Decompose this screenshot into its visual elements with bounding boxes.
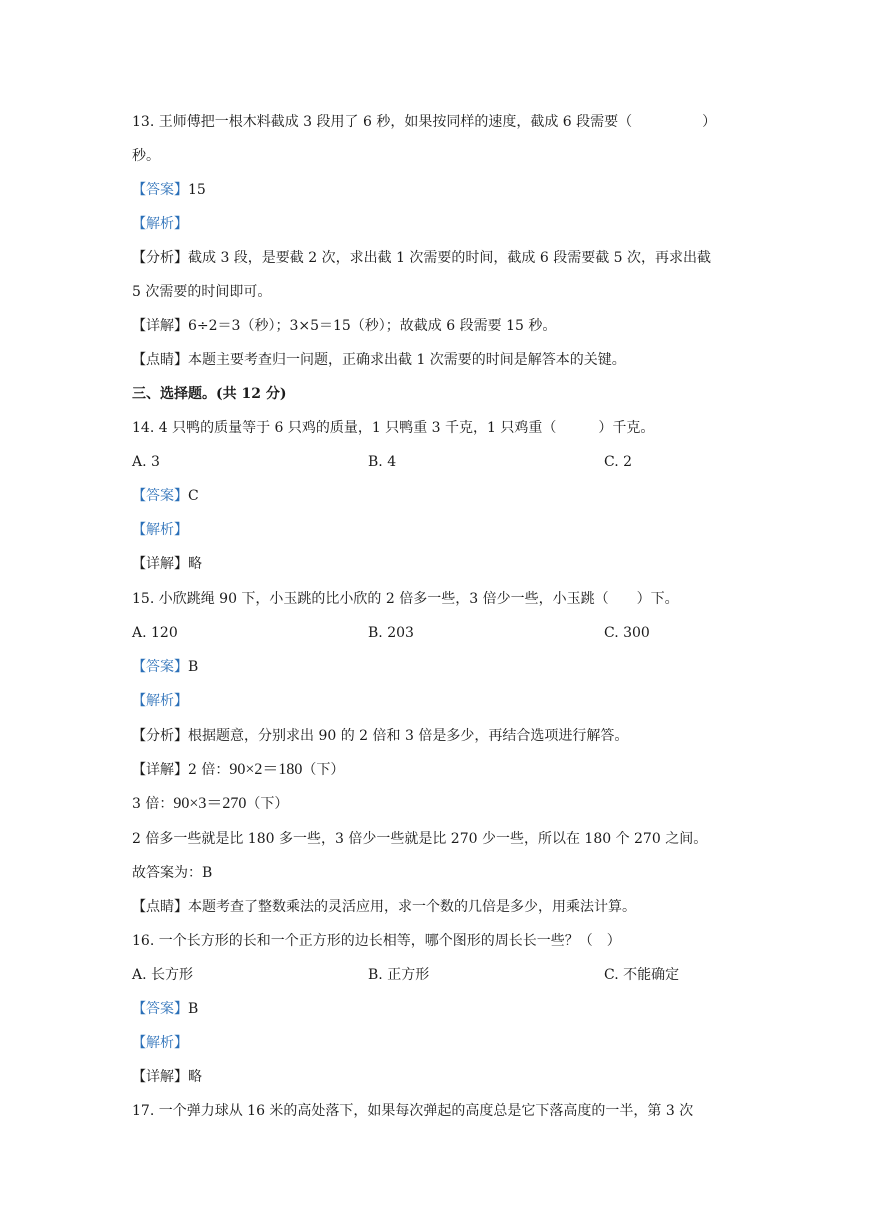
q15-detail-line2	[132, 794, 288, 814]
q15-option-c: C. 300	[604, 625, 650, 641]
q13-jiexi-tag: 【解析】	[132, 216, 188, 232]
q15-detail-line3: 2 倍多一些就是比 180 多一些，3 倍少一些就是比 270 少一些，所以在 180 个 270 之间。	[132, 831, 708, 847]
detail-math: 90×2＝180	[229, 761, 303, 778]
q15-jiexi-tag: 【解析】	[132, 693, 188, 709]
q15-detail-line4: 故答案为：B	[132, 865, 213, 881]
analysis-tag: 【分析】	[132, 250, 188, 266]
q15-option-b: B. 203	[368, 625, 414, 641]
q14-option-a: A. 3	[132, 454, 160, 470]
q14-answer	[132, 486, 199, 506]
q16-detail	[132, 1067, 202, 1087]
q14-question: 14. 4 只鸭的质量等于 6 只鸡的质量，1 只鸭重 3 千克，1 只鸡重（ ）千克。	[132, 420, 655, 436]
q16-jiexi-tag: 【解析】	[132, 1035, 188, 1051]
q13-answer	[132, 180, 206, 200]
answer-value: 15	[188, 182, 206, 198]
answer-tag: 【答案】	[132, 1001, 188, 1017]
comment-text: 本题主要考查归一问题，正确求出截 1 次需要的时间是解答本的关键。	[188, 352, 626, 368]
detail-text: 6÷2＝3（秒）；3×5＝15（秒）；故截成 6 段需要 15 秒。	[188, 318, 557, 334]
q16-answer	[132, 999, 198, 1019]
answer-tag: 【答案】	[132, 182, 188, 198]
q13-question-line2: 秒。	[132, 148, 160, 164]
detail-math: 90×3＝270	[173, 795, 247, 812]
answer-tag: 【答案】	[132, 488, 188, 504]
q13-analysis	[132, 248, 711, 268]
q15-detail-line1	[132, 760, 344, 780]
q14-option-c: C. 2	[604, 454, 633, 470]
q13-detail	[132, 316, 556, 336]
detail-unit: （下）	[246, 796, 289, 812]
comment-tag: 【点睛】	[132, 352, 188, 368]
q14-detail	[132, 554, 202, 574]
detail-text: 略	[188, 556, 202, 572]
answer-value: B	[188, 659, 199, 675]
q16-option-b: B. 正方形	[368, 967, 430, 983]
detail-unit: （下）	[302, 762, 345, 778]
q14-option-b: B. 4	[368, 454, 397, 470]
q13-comment	[132, 350, 626, 370]
detail-prefix: 2 倍：	[188, 762, 230, 778]
q17-question: 17. 一个弹力球从 16 米的高处落下，如果每次弹起的高度总是它下落高度的一半，第 3 次	[132, 1103, 694, 1119]
analysis-tag: 【分析】	[132, 728, 188, 744]
q16-question: 16. 一个长方形的长和一个正方形的边长相等，哪个图形的周长长一些？（ ）	[132, 933, 621, 949]
q15-analysis	[132, 726, 628, 746]
detail-tag: 【详解】	[132, 556, 188, 572]
q16-option-c: C. 不能确定	[604, 967, 680, 983]
comment-text: 本题考查了整数乘法的灵活应用，求一个数的几倍是多少，用乘法计算。	[188, 899, 636, 915]
detail-tag: 【详解】	[132, 1069, 188, 1085]
answer-value: B	[188, 1001, 199, 1017]
detail-prefix: 3 倍：	[132, 796, 174, 812]
detail-tag: 【详解】	[132, 762, 188, 778]
q13-analysis-line2: 5 次需要的时间即可。	[132, 284, 272, 300]
q13-question-line1: 13. 王师傅把一根木料截成 3 段用了 6 秒，如果按同样的速度，截成 6 段需要（ ）	[132, 114, 717, 130]
analysis-text: 截成 3 段，是要截 2 次，求出截 1 次需要的时间，截成 6 段需要截 5 次，再求出截	[188, 250, 712, 266]
answer-tag: 【答案】	[132, 659, 188, 675]
q15-comment	[132, 897, 636, 917]
comment-tag: 【点睛】	[132, 899, 188, 915]
q15-question: 15. 小欣跳绳 90 下，小玉跳的比小欣的 2 倍多一些，3 倍少一些，小玉跳（ ）下。	[132, 591, 679, 607]
section-3-heading: 三、选择题。(共 12 分)	[132, 386, 287, 402]
q16-option-a: A. 长方形	[132, 967, 194, 983]
analysis-text: 根据题意，分别求出 90 的 2 倍和 3 倍是多少，再结合选项进行解答。	[188, 728, 629, 744]
detail-text: 略	[188, 1069, 202, 1085]
q14-jiexi-tag: 【解析】	[132, 522, 188, 538]
q15-option-a: A. 120	[132, 625, 178, 641]
answer-value: C	[188, 488, 199, 504]
detail-tag: 【详解】	[132, 318, 188, 334]
q15-answer	[132, 657, 198, 677]
